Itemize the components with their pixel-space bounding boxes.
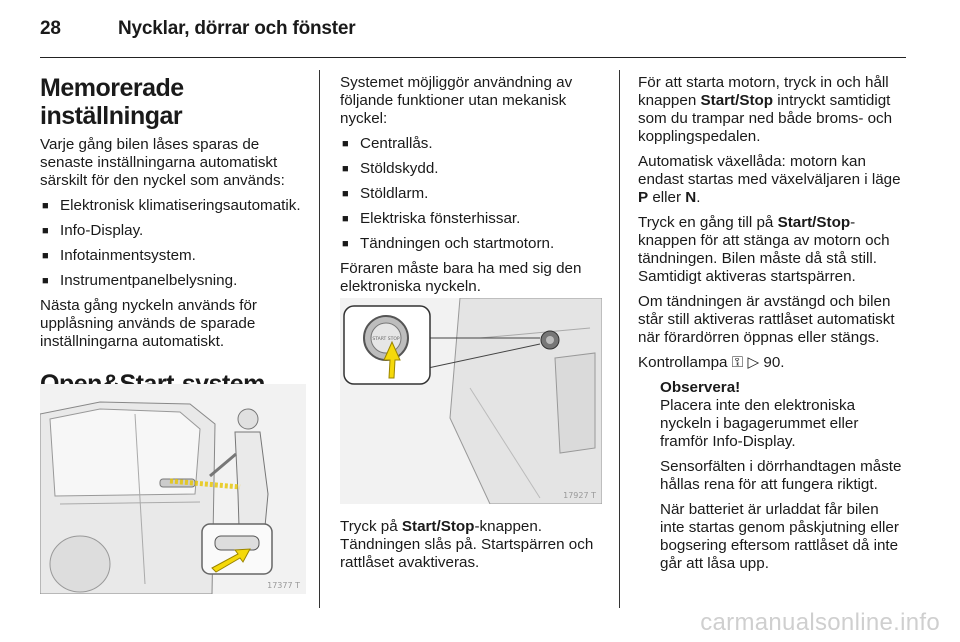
list-item: ■ Info-Display. (40, 222, 308, 240)
note-title: Observera! (660, 379, 741, 396)
column-divider-1 (319, 70, 320, 608)
start-button-illustration (340, 298, 602, 504)
start-engine-text (638, 74, 906, 146)
note-paragraph: Sensorfälten i dörrhandtagen måste hållas rena för att fungera riktigt. (660, 458, 902, 493)
memory-after: Nästa gång nyckeln används för upplåsning används de sparade inställningarna automatiskt. (40, 297, 257, 350)
list-item: ■ Elektronisk klimatiseringsautomatik. (40, 197, 308, 215)
memory-list (40, 197, 308, 290)
gear-p: P (638, 189, 649, 206)
chapter-title: Nycklar, dörrar och fönster (118, 18, 356, 39)
para-text: Tryck en gång till på (638, 214, 778, 231)
para-text: . (696, 189, 701, 206)
figure-label: 17377 T (267, 581, 300, 590)
list-item: ■ Stöldskydd. (340, 160, 608, 178)
page-header (40, 18, 355, 40)
column-2-caption (340, 518, 608, 579)
system-intro: Systemet möjliggör användning av följande funktioner utan mekanisk nyckel: (340, 74, 573, 127)
function-list (340, 135, 608, 253)
start-button-text: START STOP (372, 337, 400, 342)
start-stop-label: Start/Stop (401, 518, 475, 535)
column-2 (340, 74, 608, 303)
caption-text: Tryck på (340, 518, 402, 535)
para-text: Automatisk växellåda: motorn kan endast startas med växelväljaren i läge (638, 153, 901, 188)
list-item: ■ Stöldlarm. (340, 185, 608, 203)
list-item: ■ Tändningen och startmotorn. (340, 235, 608, 253)
car-door-illustration (40, 384, 306, 594)
note-paragraph: Placera inte den elektroniska nyckeln i bagagerummet eller framför Info-Display. (660, 397, 859, 450)
list-item: ■ Elektriska fönsterhissar. (340, 210, 608, 228)
start-stop-label: Start/Stop (700, 92, 774, 109)
list-item: ■ Infotainmentsystem. (40, 247, 308, 265)
stop-engine-text (638, 214, 906, 286)
para-text: intryckt samtidigt som du trampar ned både broms- och kopplingspedalen. (638, 92, 893, 145)
start-caption (340, 518, 608, 572)
gear-n: N (685, 189, 697, 206)
page-number: 28 (40, 18, 61, 39)
column-1 (40, 74, 308, 393)
list-item: ■ Instrumentpanelbelysning. (40, 272, 308, 290)
note-box (638, 379, 906, 573)
steering-lock-text: Om tändningen är avstängd och bilen står still aktiveras rattlåset automatiskt när förardörren öppnas eller stängs. (638, 293, 895, 346)
figure-label: 17927 T (563, 491, 596, 500)
watermark: carmanualsonline.info (700, 609, 940, 636)
page-reference: ▷ 90. (743, 354, 785, 371)
section-heading-memory: Memorerade inställningar (40, 74, 184, 130)
column-3 (638, 74, 906, 580)
memory-intro: Varje gång bilen låses sparas de senaste inställningarna automatiskt särskilt för den nyckel som används: (40, 136, 285, 189)
column-divider-2 (619, 70, 620, 608)
figure-car-door (40, 384, 306, 594)
para-text: För att starta motorn, tryck in och håll knappen (638, 74, 889, 109)
para-text: eller (648, 189, 686, 206)
note-paragraph: När batteriet är urladdat får bilen inte startas genom påskjutning eller bogsering eftersom rattlåset då inte går att låsa upp. (660, 501, 899, 572)
control-lamp-text (638, 354, 906, 372)
key-requirement: Föraren måste bara ha med sig den elektroniska nyckeln. (340, 260, 582, 295)
start-stop-label: Start/Stop (777, 214, 851, 231)
para-text: -knappen för att stänga av motorn och tändningen. Bilen måste då stå still. Samtidigt aktiveras startspärren. (638, 214, 890, 285)
header-rule (40, 57, 906, 58)
figure-start-button (340, 298, 602, 504)
automatic-gearbox-text (638, 153, 906, 207)
para-text: Kontrollampa (638, 354, 732, 371)
key-lamp-icon: ⚿ (731, 354, 744, 371)
list-item: ■ Centrallås. (340, 135, 608, 153)
caption-text: -knappen. Tändningen slås på. Startspärren och rattlåset avaktiveras. (340, 518, 594, 571)
